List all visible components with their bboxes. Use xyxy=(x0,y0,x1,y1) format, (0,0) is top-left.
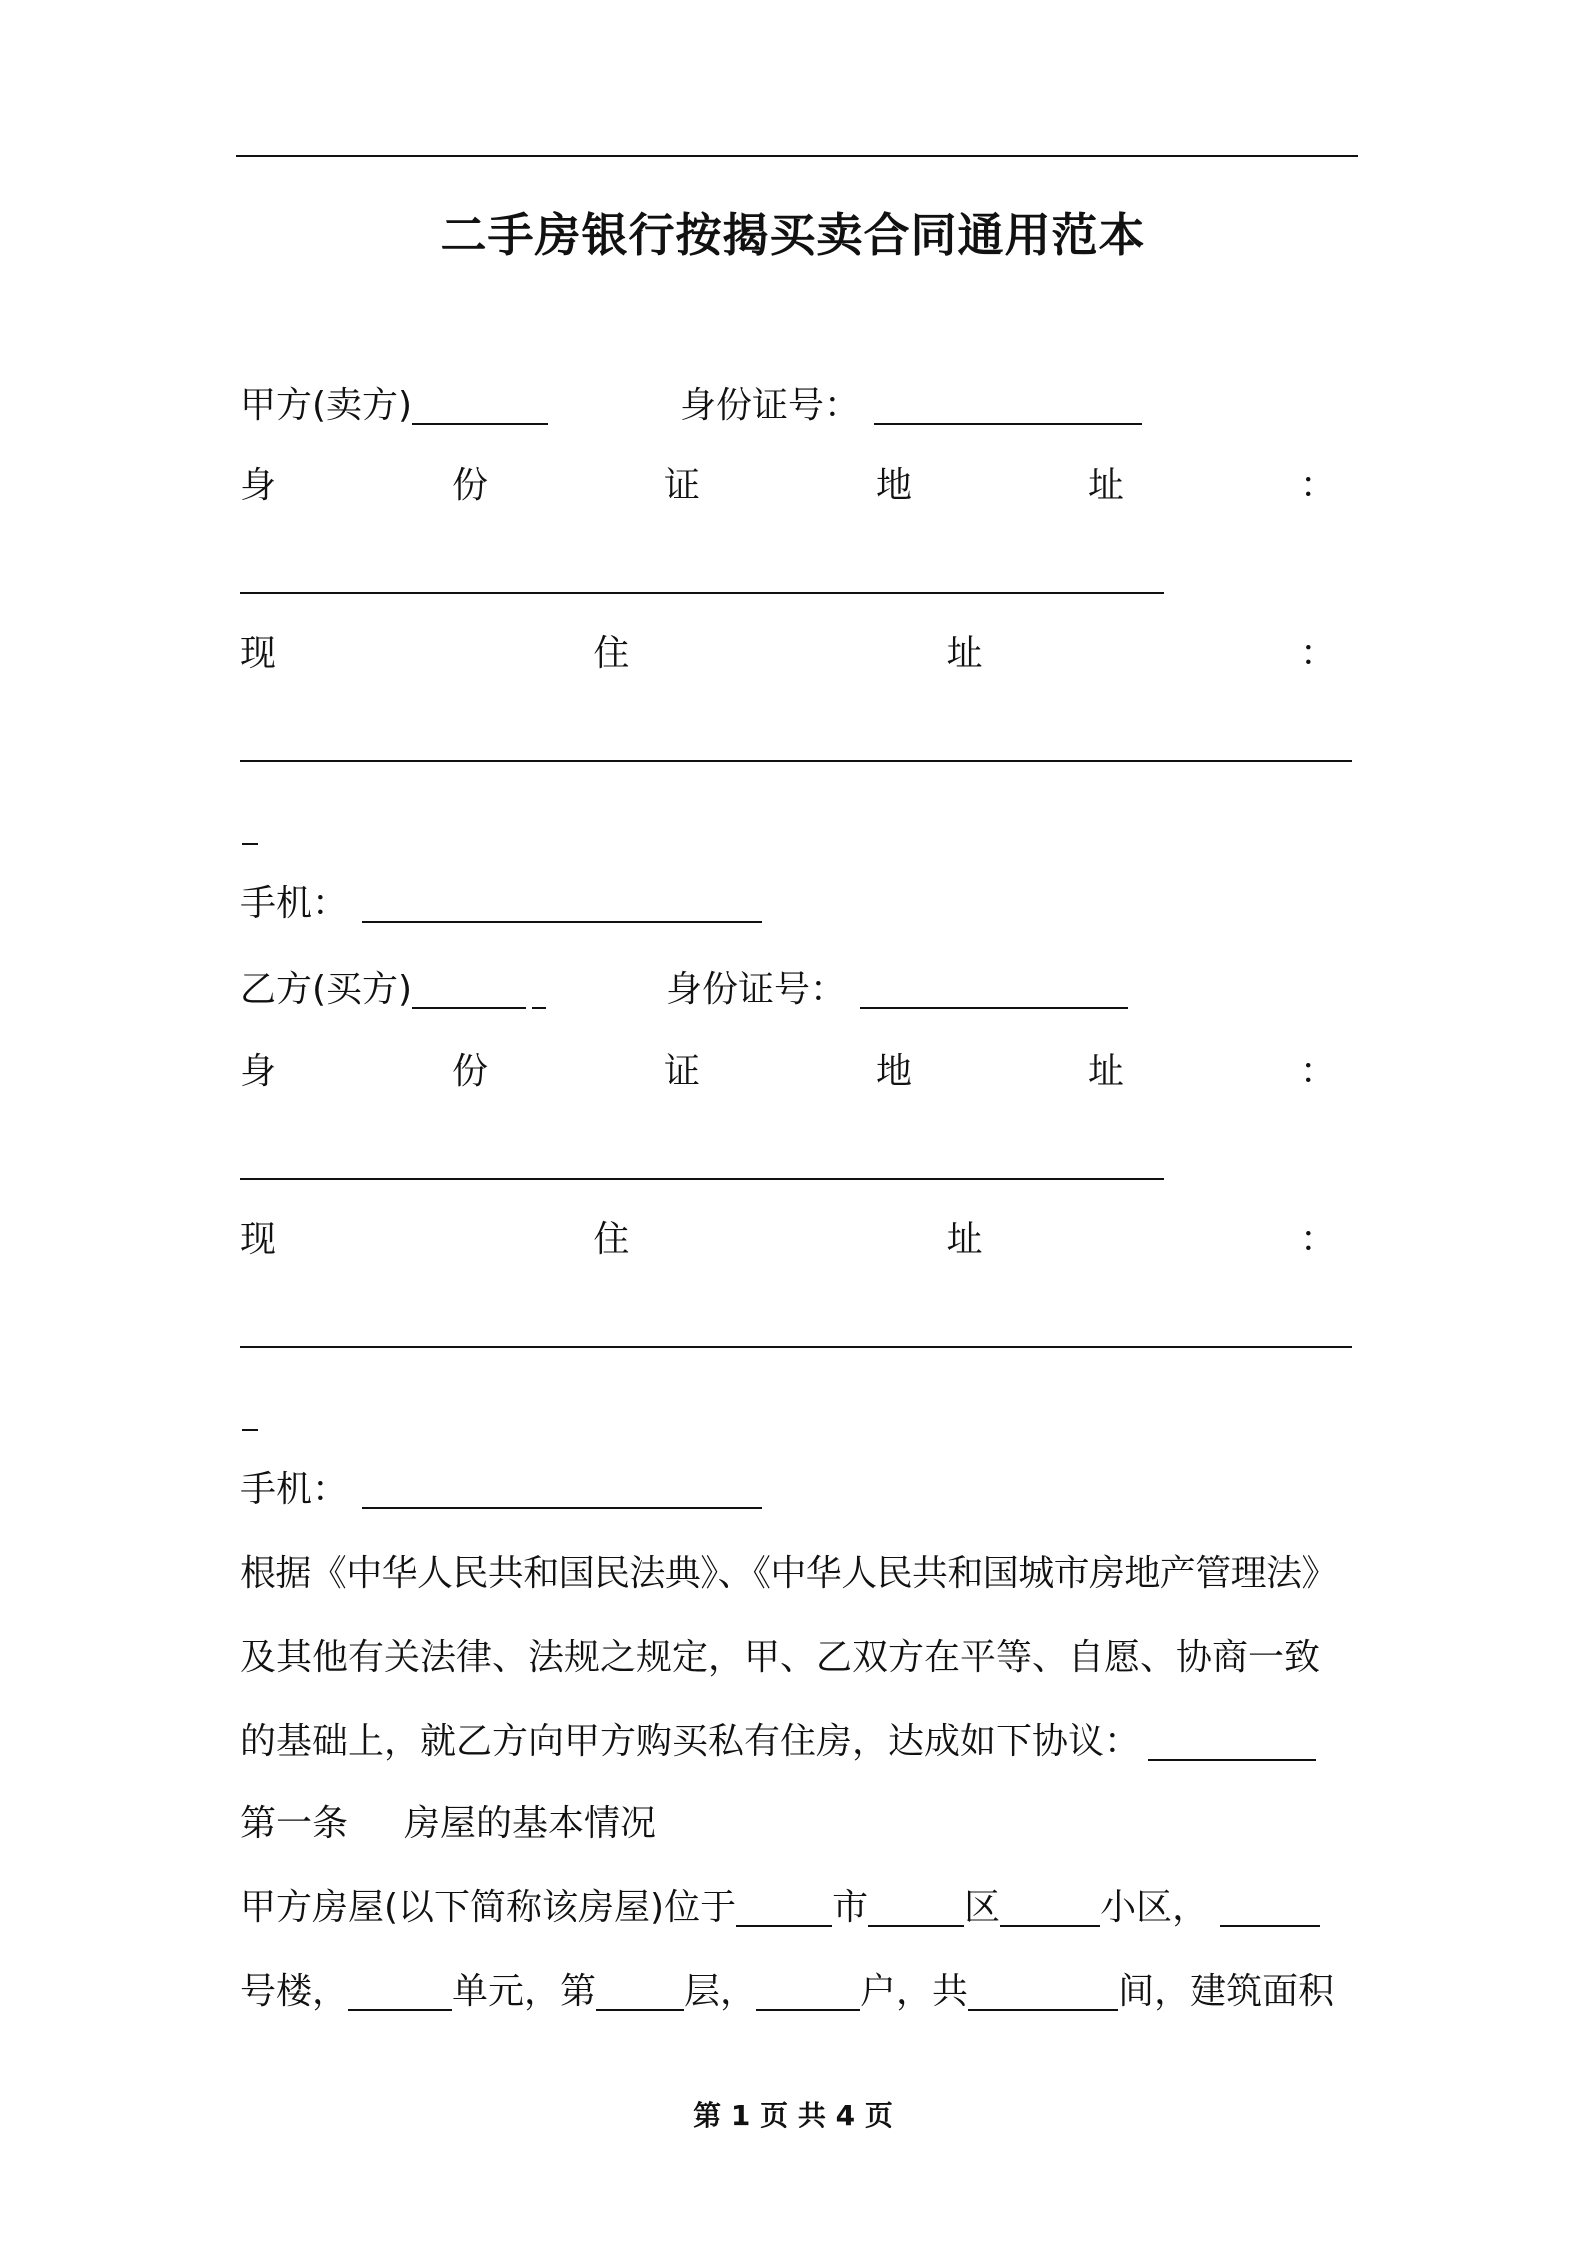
party-a-label: 甲方(卖方) xyxy=(240,385,413,426)
party-b-id-address-field[interactable] xyxy=(240,1178,1164,1180)
document-title: 二手房银行按揭买卖合同通用范本 xyxy=(440,208,1146,262)
house-text: 小区， xyxy=(1100,1887,1209,1928)
house-text: 层， xyxy=(684,1971,757,2012)
label-char: 身 xyxy=(240,1051,277,1092)
label-char: 证 xyxy=(663,465,700,506)
party-a-current-address-label xyxy=(240,626,1336,682)
party-b-row xyxy=(240,962,546,1018)
party-a-phone-row xyxy=(240,876,762,932)
house-detail-line xyxy=(240,1964,1360,2020)
field-continuation-mark xyxy=(242,843,258,845)
label-char: 证 xyxy=(663,1051,700,1092)
label-char: 现 xyxy=(240,1219,277,1260)
party-b-phone-row xyxy=(240,1462,762,1518)
label-char: ： xyxy=(1299,1051,1336,1092)
door-field[interactable] xyxy=(756,1969,860,2011)
party-a-id-address-label xyxy=(240,458,1336,514)
label-char: ： xyxy=(1299,465,1336,506)
party-b-id-row xyxy=(666,962,1128,1018)
house-location-line xyxy=(240,1880,1360,1936)
header-rule xyxy=(236,155,1358,157)
party-b-id-field[interactable] xyxy=(860,967,1128,1009)
party-a-current-address-field[interactable] xyxy=(240,760,1352,762)
party-a-id-field[interactable] xyxy=(874,383,1142,425)
preamble-trailing-field[interactable] xyxy=(1148,1719,1316,1761)
party-a-phone-label: 手机： xyxy=(240,883,349,924)
party-b-label: 乙方(买方) xyxy=(240,969,413,1010)
house-text: 间，建筑面积 xyxy=(1118,1971,1335,2012)
district-field[interactable] xyxy=(868,1885,964,1927)
field-continuation-mark xyxy=(242,1429,258,1431)
label-char: 份 xyxy=(451,1051,488,1092)
party-b-id-label: 身份证号： xyxy=(666,969,847,1010)
label-char: 住 xyxy=(593,633,630,674)
party-a-row xyxy=(240,378,548,434)
label-char: 现 xyxy=(240,633,277,674)
house-text: 甲方房屋(以下简称该房屋)位于 xyxy=(240,1887,737,1928)
party-b-phone-label: 手机： xyxy=(240,1469,349,1510)
party-b-phone-field[interactable] xyxy=(362,1467,762,1509)
party-b-id-address-label xyxy=(240,1044,1336,1100)
field-underscore xyxy=(532,967,546,1009)
label-char: ： xyxy=(1299,633,1336,674)
preamble-line-3-text: 的基础上，就乙方向甲方购买私有住房，达成如下协议： xyxy=(240,1721,1141,1762)
label-char: ： xyxy=(1299,1219,1336,1260)
party-a-id-row xyxy=(680,378,1142,434)
label-char: 身 xyxy=(240,465,277,506)
article-1-heading xyxy=(240,1796,1360,1852)
building-field[interactable] xyxy=(1220,1885,1320,1927)
party-a-id-label: 身份证号： xyxy=(680,385,861,426)
label-char: 住 xyxy=(593,1219,630,1260)
preamble-line-3 xyxy=(240,1714,1360,1770)
party-b-current-address-field[interactable] xyxy=(240,1346,1352,1348)
house-text: 单元，第 xyxy=(452,1971,597,2012)
article-number: 第一条 xyxy=(240,1803,349,1844)
house-text: 区 xyxy=(964,1887,1001,1928)
label-char: 地 xyxy=(875,1051,912,1092)
community-field[interactable] xyxy=(1000,1885,1100,1927)
label-char: 地 xyxy=(875,465,912,506)
article-title: 房屋的基本情况 xyxy=(404,1803,657,1844)
page-number: 第 1 页 共 4 页 xyxy=(693,2099,893,2132)
label-char: 址 xyxy=(946,1219,983,1260)
label-char: 址 xyxy=(946,633,983,674)
city-field[interactable] xyxy=(736,1885,832,1927)
party-a-id-address-field[interactable] xyxy=(240,592,1164,594)
label-char: 份 xyxy=(451,465,488,506)
party-a-name-field[interactable] xyxy=(412,383,548,425)
preamble-line-2: 及其他有关法律、法规之规定，甲、乙双方在平等、自愿、协商一致 xyxy=(240,1637,1321,1678)
preamble-line-1: 根据《中华人民共和国民法典》、《中华人民共和国城市房地产管理法》 xyxy=(240,1553,1337,1594)
house-text: 户，共 xyxy=(860,1971,969,2012)
house-text: 号楼， xyxy=(240,1971,349,2012)
house-text: 市 xyxy=(832,1887,869,1928)
rooms-field[interactable] xyxy=(968,1969,1118,2011)
party-b-name-field[interactable] xyxy=(412,967,526,1009)
party-b-current-address-label xyxy=(240,1212,1336,1268)
floor-field[interactable] xyxy=(596,1969,684,2011)
label-char: 址 xyxy=(1087,1051,1124,1092)
party-a-phone-field[interactable] xyxy=(362,881,762,923)
label-char: 址 xyxy=(1087,465,1124,506)
unit-field[interactable] xyxy=(348,1969,452,2011)
